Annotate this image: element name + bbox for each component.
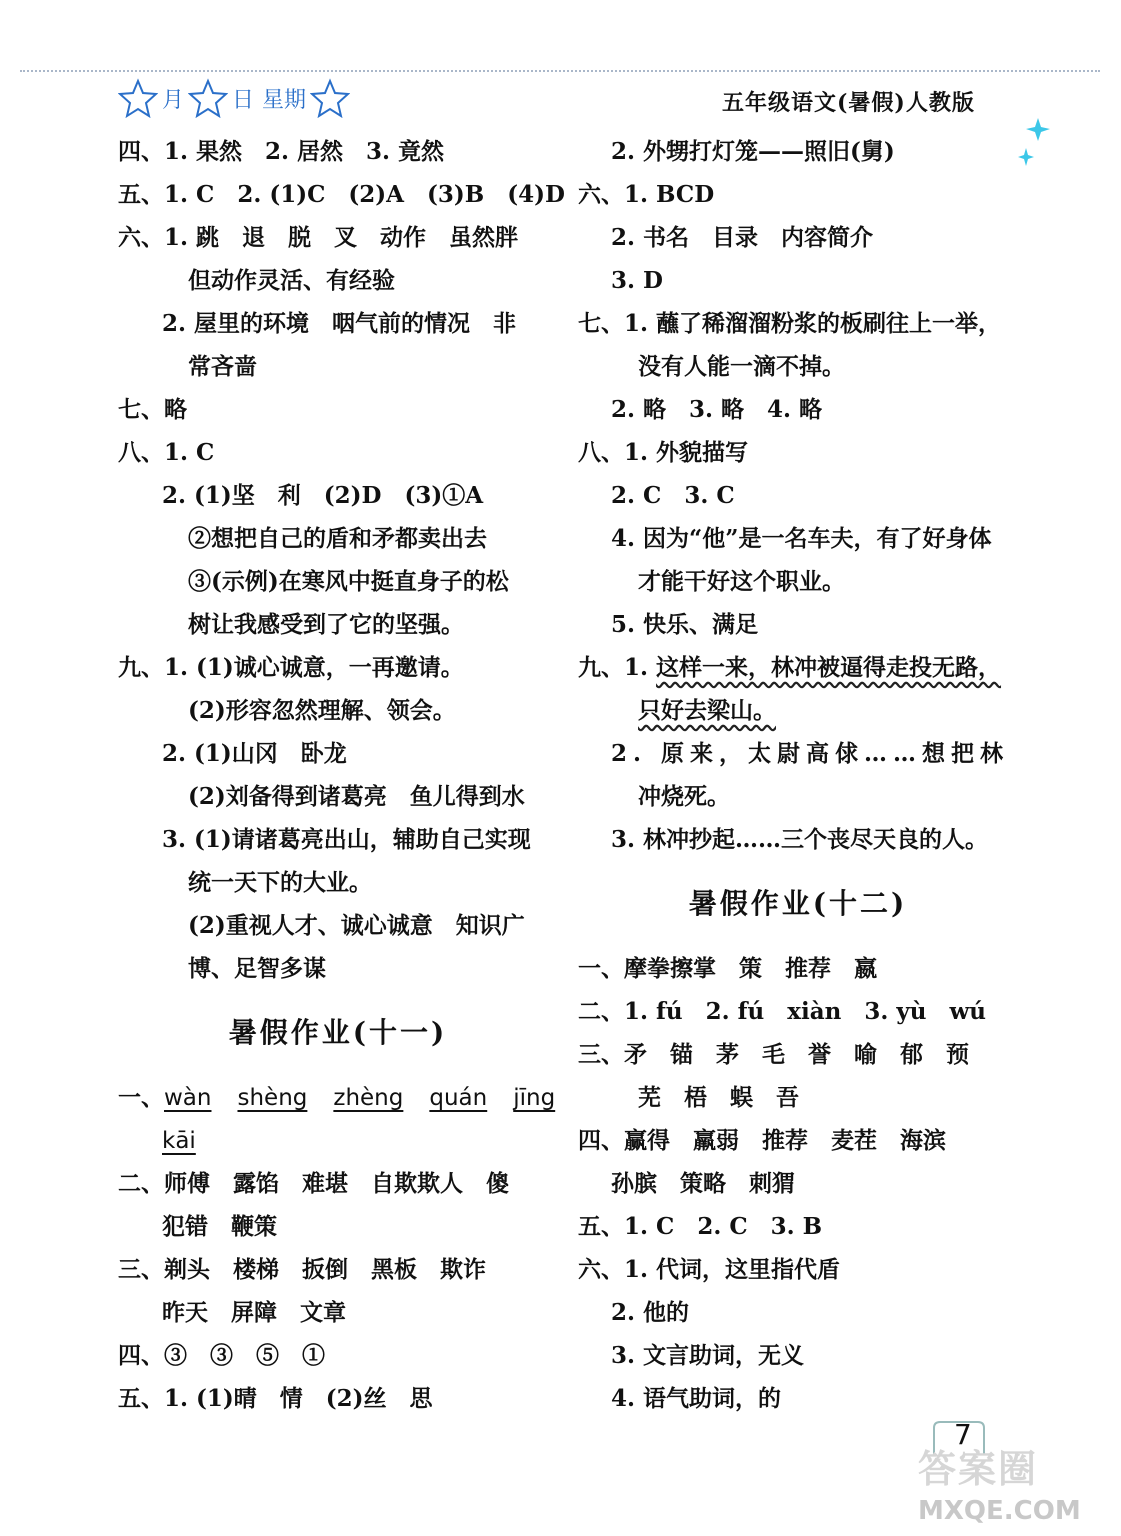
answer-line: 统一天下的大业。 bbox=[188, 869, 372, 896]
answer-line: 3. 文言助词，无义 bbox=[611, 1342, 805, 1369]
answer-line: 昨天 屏障 文章 bbox=[162, 1299, 346, 1326]
answer-line: 九、1. (1)诚心诚意，一再邀请。 bbox=[118, 654, 464, 681]
star-icon bbox=[118, 78, 158, 118]
pinyin-line-2: kāi bbox=[162, 1128, 196, 1154]
answer-line: 四、赢得 羸弱 推荐 麦茬 海滨 bbox=[578, 1127, 946, 1154]
pinyin-word: shèng bbox=[237, 1085, 308, 1111]
answer-line: 九、1. 这样一来，林冲被逼得走投无路， bbox=[578, 654, 1002, 681]
answer-line: 二、师傅 露馅 难堪 自欺欺人 傻 bbox=[118, 1170, 509, 1197]
answer-line: 2. (1)坚 利 (2)D (3)①A bbox=[162, 482, 484, 509]
answer-line: 3. D bbox=[611, 267, 663, 294]
answer-line: 四、1. 果然 2. 居然 3. 竟然 bbox=[118, 138, 445, 165]
page-header bbox=[0, 0, 1121, 130]
star-icon bbox=[188, 78, 228, 118]
answer-line: 二、1. fú 2. fú xiàn 3. yù wú bbox=[578, 998, 986, 1025]
pinyin-line: 一、wàn shèng zhèng quán jīng bbox=[118, 1084, 556, 1111]
wavy-underlined-text: 只好去梁山。 bbox=[638, 697, 776, 724]
answer-line bbox=[578, 689, 1018, 732]
answer-line: 芜 梧 蜈 吾 bbox=[638, 1084, 799, 1111]
pinyin-word: zhèng bbox=[333, 1085, 404, 1111]
answer-line: 没有人能一滴不掉。 bbox=[638, 353, 845, 380]
answer-line: 六、1. 跳 退 脱 叉 动作 虽然胖 bbox=[118, 224, 519, 251]
answer-line: 三、剃头 楼梯 扳倒 黑板 欺诈 bbox=[118, 1256, 486, 1283]
answer-line: 5. 快乐、满足 bbox=[611, 611, 759, 638]
answer-line: 七、1. 蘸了稀溜溜粉浆的板刷往上一举， bbox=[578, 310, 1002, 337]
watermark: 答案圈 MXQE.COM bbox=[918, 1447, 1081, 1526]
answer-line: 一、摩拳擦掌 策 推荐 嬴 bbox=[578, 955, 877, 982]
answer-line: 常吝啬 bbox=[188, 353, 257, 380]
section-title-11: 暑假作业(十一) bbox=[228, 1016, 448, 1049]
answer-line: 博、足智多谋 bbox=[188, 955, 326, 982]
answer-line: 八、1. C bbox=[118, 439, 215, 466]
answer-line: 五、1. C 2. C 3. B bbox=[578, 1213, 823, 1240]
answer-line: 2. 他的 bbox=[611, 1299, 690, 1326]
dotted-divider bbox=[20, 70, 1100, 74]
answer-line: 3. (1)请诸葛亮出山，辅助自己实现 bbox=[162, 826, 531, 853]
answer-line: 2. C 3. C bbox=[611, 482, 735, 509]
wavy-underlined-text: 这样一来，林冲被逼得走投无路， bbox=[656, 654, 1002, 681]
sparkle-icon bbox=[1018, 118, 1052, 170]
answer-line: 六、1. BCD bbox=[578, 181, 715, 208]
right-column bbox=[578, 130, 1018, 1420]
answer-line: ③(示例)在寒风中挺直身子的松 bbox=[188, 568, 509, 595]
answer-line: 七、略 bbox=[118, 396, 187, 423]
answer-line: 2. 书名 目录 内容简介 bbox=[611, 224, 874, 251]
star-icon bbox=[310, 78, 350, 118]
answer-line: 六、1. 代词，这里指代盾 bbox=[578, 1256, 841, 1283]
answer-line: 4. 因为“他”是一名车夫，有了好身体 bbox=[611, 525, 992, 552]
book-title: 五年级语文(暑假)人教版 bbox=[722, 90, 975, 116]
answer-line: (2)刘备得到诸葛亮 鱼儿得到水 bbox=[188, 783, 525, 810]
answer-line: 三、矛 锚 茅 毛 誉 喻 郁 预 bbox=[578, 1041, 969, 1068]
date-strip bbox=[118, 78, 350, 118]
answer-line: 冲烧死。 bbox=[638, 783, 730, 810]
answer-line: 2. (1)山冈 卧龙 bbox=[162, 740, 347, 767]
answer-line: ②想把自己的盾和矛都卖出去 bbox=[188, 525, 487, 552]
answer-line: 2. 略 3. 略 4. 略 bbox=[611, 396, 823, 423]
answer-line: 五、1. (1)晴 情 (2)丝 思 bbox=[118, 1385, 433, 1412]
pinyin-word: jīng bbox=[513, 1085, 556, 1111]
page-number: 7 bbox=[954, 1418, 972, 1451]
answer-line: 4. 语气助词，的 bbox=[611, 1385, 782, 1412]
answer-line: 才能干好这个职业。 bbox=[638, 568, 845, 595]
answer-line: 五、1. C 2. (1)C (2)A (3)B (4)D bbox=[118, 181, 565, 208]
answer-line: (2)形容忽然理解、领会。 bbox=[188, 697, 456, 724]
answer-line: 四、③ ③ ⑤ ① bbox=[118, 1342, 325, 1369]
date-weekday: 星期 bbox=[262, 87, 307, 113]
answer-line: 孙膑 策略 刺猬 bbox=[611, 1170, 795, 1197]
answer-line: 犯错 鞭策 bbox=[162, 1213, 277, 1240]
section-title-12: 暑假作业(十二) bbox=[688, 887, 908, 920]
answer-line: 2. 屋里的环境 咽气前的情况 非 bbox=[162, 310, 517, 337]
date-day: 日 bbox=[232, 87, 255, 113]
answer-line: (2)重视人才、诚心诚意 知识广 bbox=[188, 912, 525, 939]
answer-line: 3. 林冲抄起……三个丧尽天良的人。 bbox=[611, 826, 989, 853]
answer-line: 2. 外甥打灯笼——照旧(舅) bbox=[611, 138, 895, 165]
answer-line: 树让我感受到了它的坚强。 bbox=[188, 611, 464, 638]
pinyin-word: quán bbox=[429, 1085, 488, 1111]
answer-line: 2. 原来，太尉高俅……想把林 bbox=[611, 740, 1010, 767]
pinyin-word: wàn bbox=[164, 1085, 212, 1111]
left-column bbox=[118, 130, 565, 1420]
date-month: 月 bbox=[162, 87, 185, 113]
answer-line: 八、1. 外貌描写 bbox=[578, 439, 749, 466]
answer-line: 但动作灵活、有经验 bbox=[188, 267, 395, 294]
